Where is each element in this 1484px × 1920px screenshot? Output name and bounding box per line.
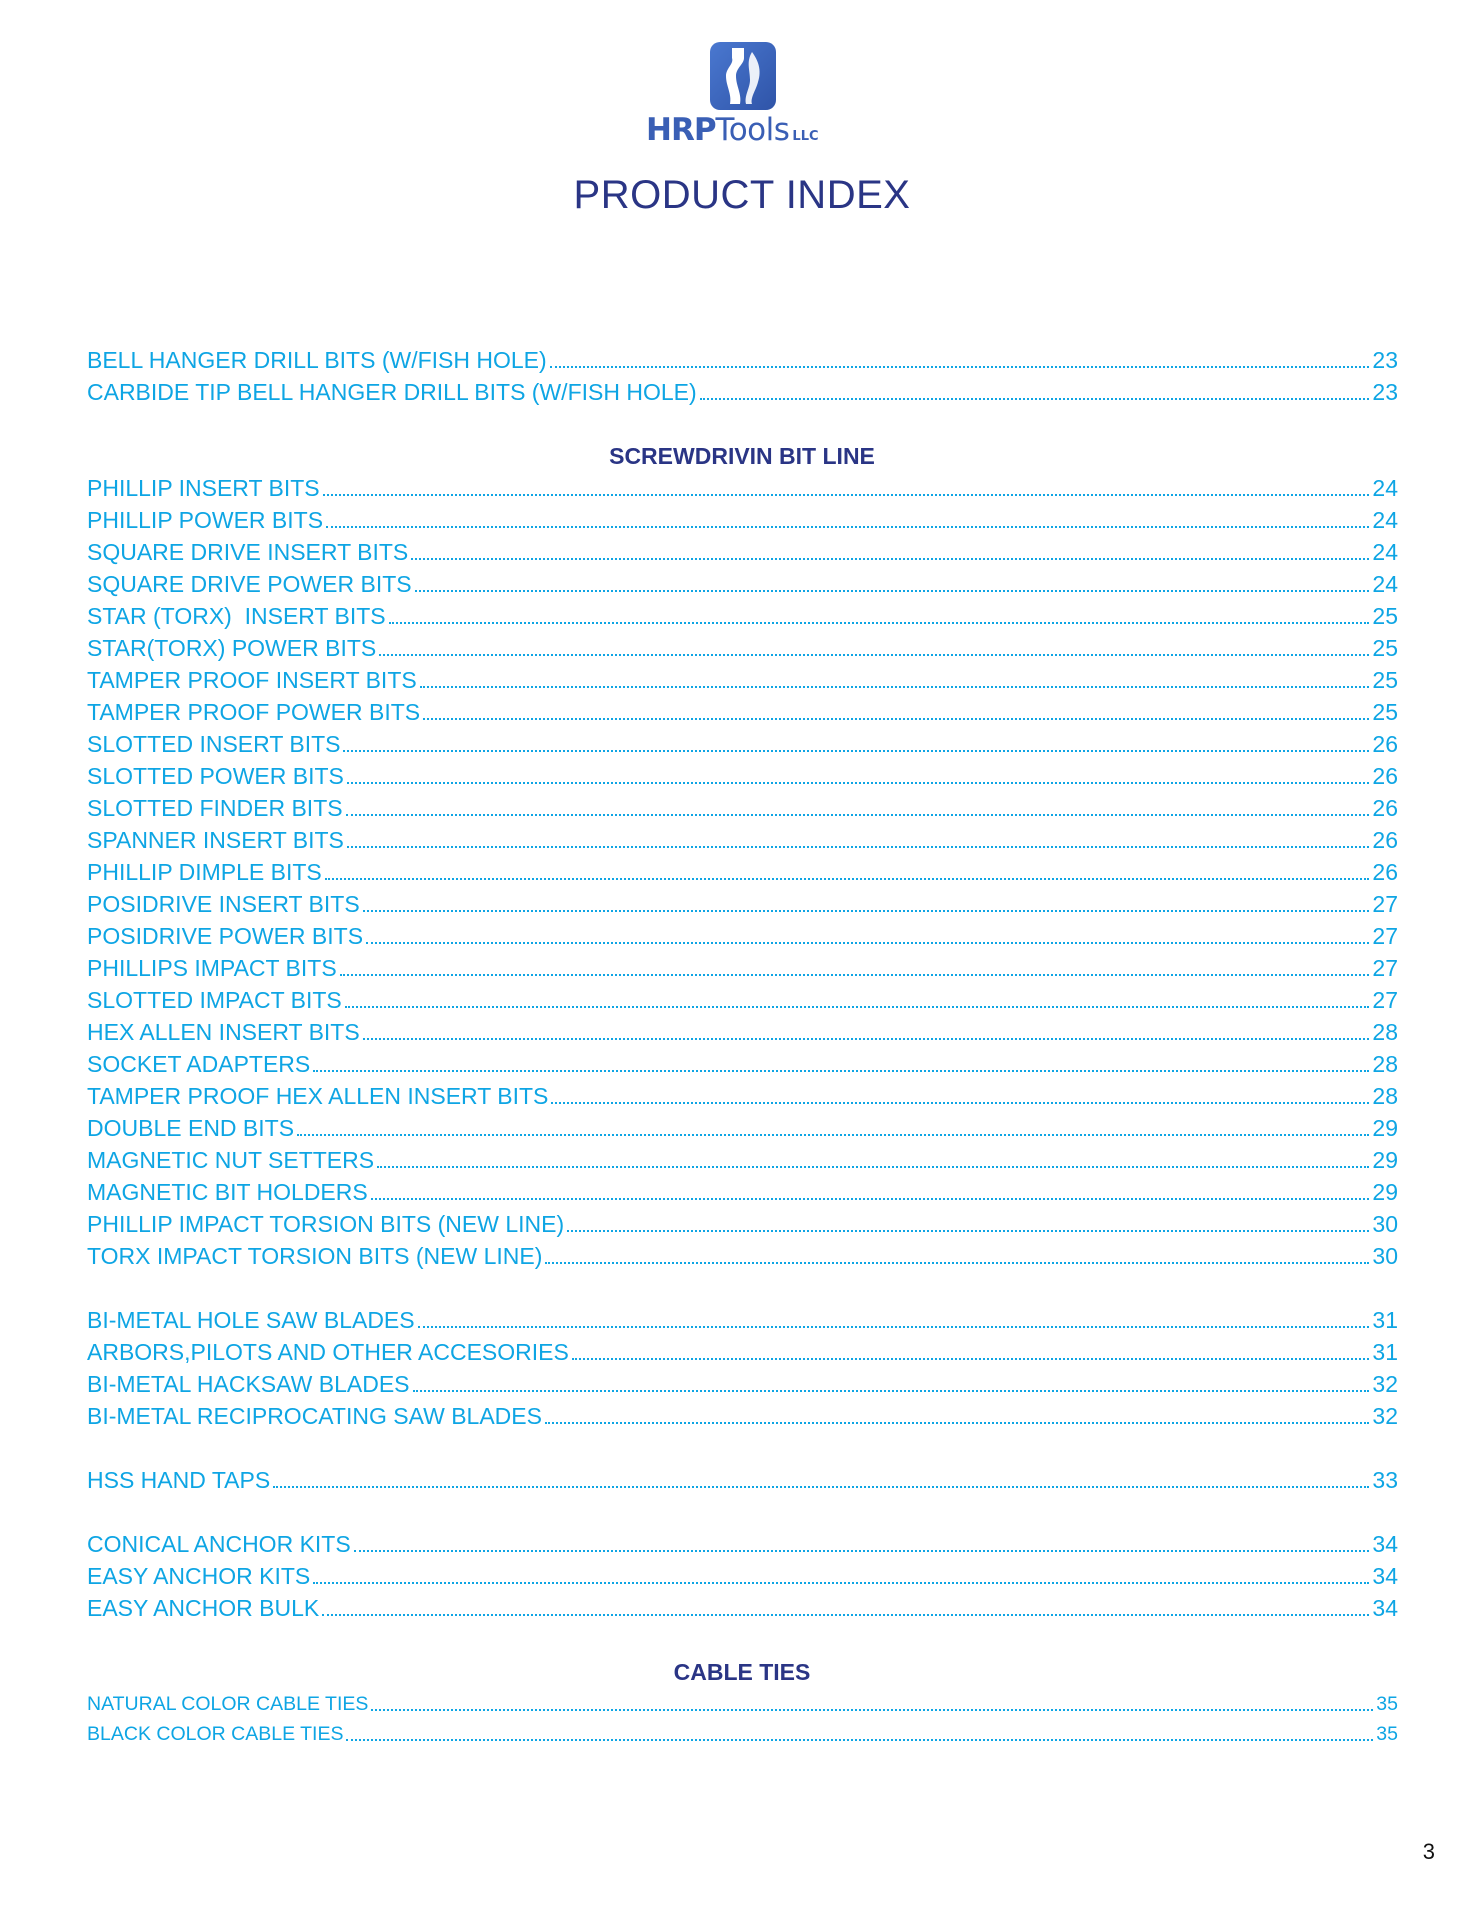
toc-entry-page: 29 xyxy=(1372,1115,1398,1141)
toc-entry-label: BI-METAL HOLE SAW BLADES xyxy=(87,1307,415,1333)
toc-entry[interactable] xyxy=(87,568,1398,600)
toc-entry-page: 31 xyxy=(1372,1339,1398,1365)
toc-entry-label: BI-METAL RECIPROCATING SAW BLADES xyxy=(87,1403,542,1429)
toc-entry-label: POSIDRIVE POWER BITS xyxy=(87,923,364,949)
dot-leader xyxy=(377,1166,1369,1168)
toc-entry-label: STAR (TORX) INSERT BITS xyxy=(87,603,386,629)
toc-entry-label: PHILLIP IMPACT TORSION BITS (NEW LINE) xyxy=(87,1211,565,1237)
toc-entry-label: STAR(TORX) POWER BITS xyxy=(87,635,377,661)
toc-entry-page: 29 xyxy=(1372,1147,1398,1173)
toc-entry-page: 28 xyxy=(1372,1051,1398,1077)
toc-entry[interactable] xyxy=(87,696,1398,728)
toc-entry-page: 35 xyxy=(1376,1693,1398,1715)
toc-entry-page: 24 xyxy=(1372,475,1398,501)
dot-leader xyxy=(363,910,1370,912)
dot-leader xyxy=(363,1038,1370,1040)
toc-entry[interactable] xyxy=(87,376,1398,408)
dot-leader xyxy=(354,1550,1370,1552)
toc-entry-page: 32 xyxy=(1372,1371,1398,1397)
toc-entry-label: TORX IMPACT TORSION BITS (NEW LINE) xyxy=(87,1243,543,1269)
toc-entry-label: POSIDRIVE INSERT BITS xyxy=(87,891,360,917)
dot-leader xyxy=(313,1070,1369,1072)
toc-entry[interactable] xyxy=(87,888,1398,920)
dot-leader xyxy=(346,1739,1373,1741)
toc-entry[interactable] xyxy=(87,504,1398,536)
toc-entry-page: 34 xyxy=(1372,1563,1398,1589)
toc-entry-page: 23 xyxy=(1372,347,1398,373)
toc-entry-label: MAGNETIC NUT SETTERS xyxy=(87,1147,375,1173)
toc-entry[interactable] xyxy=(87,952,1398,984)
dot-leader xyxy=(545,1422,1369,1424)
toc-entry-page: 26 xyxy=(1372,763,1398,789)
toc-entry-page: 27 xyxy=(1372,955,1398,981)
dot-leader xyxy=(418,1326,1370,1328)
toc-entry-label: SLOTTED POWER BITS xyxy=(87,763,344,789)
toc-entry[interactable] xyxy=(87,600,1398,632)
logo-brand-suffix: LLC xyxy=(792,129,819,144)
toc-entry-page: 24 xyxy=(1372,571,1398,597)
logo-brand-strong: HRP xyxy=(646,112,716,148)
toc-entry-page: 30 xyxy=(1372,1211,1398,1237)
toc-entry-page: 34 xyxy=(1372,1531,1398,1557)
toc-entry[interactable] xyxy=(87,1304,1398,1336)
toc-entry-label: BELL HANGER DRILL BITS (W/FISH HOLE) xyxy=(87,347,547,373)
toc-entry-page: 30 xyxy=(1372,1243,1398,1269)
toc-entry-label: HEX ALLEN INSERT BITS xyxy=(87,1019,360,1045)
page-number: 3 xyxy=(1422,1839,1435,1864)
toc-entry-page: 31 xyxy=(1372,1307,1398,1333)
toc-entry[interactable] xyxy=(87,856,1398,888)
toc-entry[interactable] xyxy=(87,1144,1398,1176)
dot-leader xyxy=(567,1230,1369,1232)
toc-entry-label: ARBORS,PILOTS AND OTHER ACCESORIES xyxy=(87,1339,569,1365)
dot-leader xyxy=(326,526,1369,528)
toc-entry-label: PHILLIP POWER BITS xyxy=(87,507,324,533)
toc-entry-label: EASY ANCHOR BULK xyxy=(87,1595,320,1621)
toc-entry-label: SQUARE DRIVE INSERT BITS xyxy=(87,539,409,565)
toc-entry[interactable] xyxy=(87,536,1398,568)
toc-entry[interactable] xyxy=(87,1080,1398,1112)
dot-leader xyxy=(379,654,1369,656)
toc-entry-page: 25 xyxy=(1372,603,1398,629)
toc-entry[interactable] xyxy=(87,984,1398,1016)
toc-entry[interactable] xyxy=(87,1720,1398,1748)
toc-entry[interactable] xyxy=(87,1048,1398,1080)
section-heading-screwdriver: SCREWDRIVIN BIT LINE xyxy=(609,443,875,469)
toc-entry-label: PHILLIP INSERT BITS xyxy=(87,475,320,501)
section-heading-cable-ties: CABLE TIES xyxy=(673,1659,811,1685)
toc-entry-label: EASY ANCHOR KITS xyxy=(87,1563,311,1589)
dot-leader xyxy=(346,814,1370,816)
toc-entry-label: HSS HAND TAPS xyxy=(87,1467,271,1493)
toc-entry[interactable] xyxy=(87,1368,1398,1400)
toc-entry-label: SOCKET ADAPTERS xyxy=(87,1051,311,1077)
dot-leader xyxy=(347,846,1370,848)
dot-leader xyxy=(325,878,1370,880)
toc-entry-label: SPANNER INSERT BITS xyxy=(87,827,344,853)
toc-entry[interactable] xyxy=(87,760,1398,792)
logo-brand-light: Tools xyxy=(715,112,790,148)
dot-leader xyxy=(700,398,1370,400)
toc-entry[interactable] xyxy=(87,1112,1398,1144)
toc-entry[interactable] xyxy=(87,728,1398,760)
toc-entry[interactable] xyxy=(87,1176,1398,1208)
toc-entry-page: 27 xyxy=(1372,923,1398,949)
dot-leader xyxy=(389,622,1370,624)
toc-entry-label: BLACK COLOR CABLE TIES xyxy=(87,1723,344,1745)
toc-entry-label: TAMPER PROOF POWER BITS xyxy=(87,699,421,725)
toc-entry-page: 24 xyxy=(1372,507,1398,533)
toc-entry[interactable] xyxy=(87,344,1398,376)
toc-entry[interactable] xyxy=(87,1400,1398,1432)
page-title: PRODUCT INDEX xyxy=(573,173,911,217)
toc-entry-label: SLOTTED IMPACT BITS xyxy=(87,987,342,1013)
toc-entry-page: 26 xyxy=(1372,827,1398,853)
toc-entry[interactable] xyxy=(87,1592,1398,1624)
toc-entry-label: CONICAL ANCHOR KITS xyxy=(87,1531,351,1557)
toc-entry-label: NATURAL COLOR CABLE TIES xyxy=(87,1693,369,1715)
dot-leader xyxy=(322,1614,1369,1616)
toc-entry[interactable] xyxy=(87,1464,1398,1496)
toc-entry-label: SQUARE DRIVE POWER BITS xyxy=(87,571,412,597)
dot-leader xyxy=(345,1006,1370,1008)
toc-entry-label: MAGNETIC BIT HOLDERS xyxy=(87,1179,368,1205)
dot-leader xyxy=(343,750,1369,752)
toc-entry-page: 25 xyxy=(1372,667,1398,693)
dot-leader xyxy=(371,1198,1370,1200)
toc-entry-label: PHILLIPS IMPACT BITS xyxy=(87,955,337,981)
toc-entry-page: 33 xyxy=(1372,1467,1398,1493)
dot-leader xyxy=(415,590,1370,592)
toc-entry[interactable] xyxy=(87,1690,1398,1718)
toc-entry-label: TAMPER PROOF HEX ALLEN INSERT BITS xyxy=(87,1083,549,1109)
toc-entry-page: 25 xyxy=(1372,699,1398,725)
dot-leader xyxy=(313,1582,1369,1584)
dot-leader xyxy=(551,1102,1369,1104)
toc-entry-page: 35 xyxy=(1376,1723,1398,1745)
dot-leader xyxy=(347,782,1370,784)
dot-leader xyxy=(340,974,1370,976)
toc-entry-page: 26 xyxy=(1372,731,1398,757)
toc-entry-label: TAMPER PROOF INSERT BITS xyxy=(87,667,417,693)
toc-entry-label: CARBIDE TIP BELL HANGER DRILL BITS (W/FISH HOLE) xyxy=(87,379,697,405)
toc-entry[interactable] xyxy=(87,1336,1398,1368)
toc-entry-page: 34 xyxy=(1372,1595,1398,1621)
toc-entry[interactable] xyxy=(87,632,1398,664)
toc-entry-page: 25 xyxy=(1372,635,1398,661)
dot-leader xyxy=(366,942,1369,944)
toc-entry-page: 23 xyxy=(1372,379,1398,405)
dot-leader xyxy=(297,1134,1369,1136)
dot-leader xyxy=(550,366,1370,368)
dot-leader xyxy=(411,558,1369,560)
dot-leader xyxy=(323,494,1370,496)
dot-leader xyxy=(545,1262,1369,1264)
toc-entry[interactable] xyxy=(87,472,1398,504)
dot-leader xyxy=(371,1709,1373,1711)
toc-entry[interactable] xyxy=(87,1240,1398,1272)
toc-entry[interactable] xyxy=(87,1560,1398,1592)
toc-entry[interactable] xyxy=(87,920,1398,952)
toc-entry[interactable] xyxy=(87,792,1398,824)
toc-entry-page: 29 xyxy=(1372,1179,1398,1205)
toc-entry-page: 26 xyxy=(1372,795,1398,821)
toc-entry-label: SLOTTED INSERT BITS xyxy=(87,731,341,757)
toc-entry-label: DOUBLE END BITS xyxy=(87,1115,295,1141)
toc-entry[interactable] xyxy=(87,1528,1398,1560)
toc-entry[interactable] xyxy=(87,1208,1398,1240)
dot-leader xyxy=(413,1390,1370,1392)
toc-entry[interactable] xyxy=(87,824,1398,856)
toc-entry-page: 27 xyxy=(1372,987,1398,1013)
toc-entry-label: SLOTTED FINDER BITS xyxy=(87,795,343,821)
dot-leader xyxy=(273,1486,1369,1488)
toc-entry-page: 24 xyxy=(1372,539,1398,565)
dot-leader xyxy=(572,1358,1370,1360)
toc-entry[interactable] xyxy=(87,664,1398,696)
toc-entry-page: 27 xyxy=(1372,891,1398,917)
toc-entry[interactable] xyxy=(87,1016,1398,1048)
toc-entry-label: PHILLIP DIMPLE BITS xyxy=(87,859,322,885)
toc-entry-page: 26 xyxy=(1372,859,1398,885)
toc-entry-page: 28 xyxy=(1372,1083,1398,1109)
dot-leader xyxy=(420,686,1370,688)
toc-entry-label: BI-METAL HACKSAW BLADES xyxy=(87,1371,410,1397)
toc-entry-page: 28 xyxy=(1372,1019,1398,1045)
toc-entry-page: 32 xyxy=(1372,1403,1398,1429)
dot-leader xyxy=(423,718,1369,720)
